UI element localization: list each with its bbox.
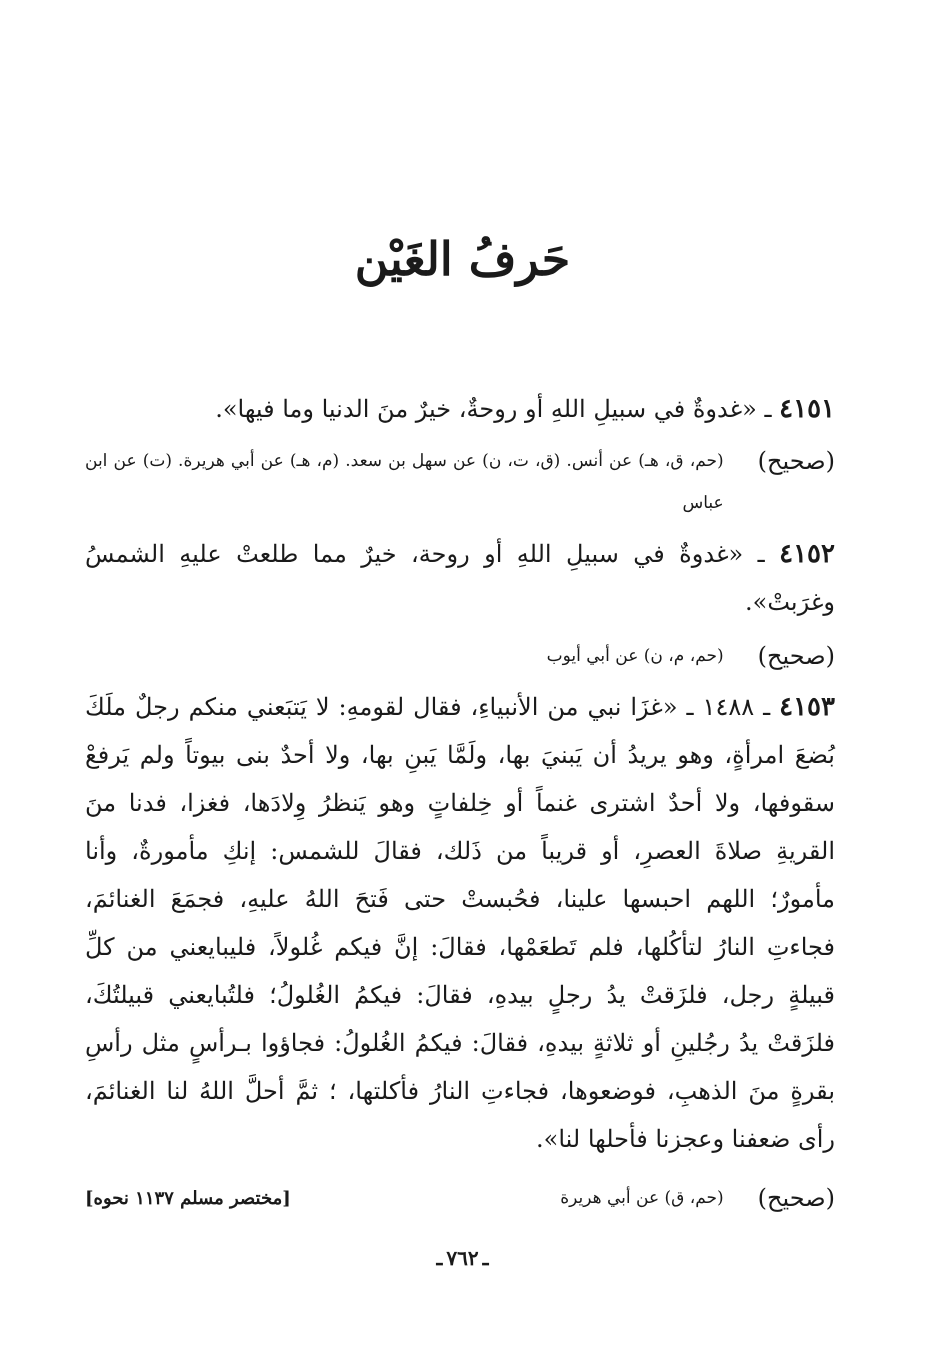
- hadith-separator: ـ: [764, 395, 772, 423]
- grade-label: (صحيح): [757, 447, 835, 475]
- hadith-4152-meta: [85, 636, 835, 676]
- hadith-4153-meta: [85, 1178, 835, 1218]
- hadith-separator: ـ: [757, 540, 765, 568]
- hadith-4152: [85, 530, 835, 626]
- grade-label: (صحيح): [757, 642, 835, 670]
- hadith-number: ٤١٥١: [779, 394, 835, 424]
- hadith-text: «غدوةٌ في سبيلِ اللهِ أو روحة، خيرٌ مما طلعتْ عليهِ الشمسُ وغرَبتْ».: [85, 540, 835, 616]
- page-number-dash: ـ: [482, 1246, 489, 1270]
- reference-note: [مختصر مسلم ١١٣٧ نحوه]: [85, 1187, 291, 1209]
- page-number: [0, 1246, 925, 1270]
- hadith-separator: ـ ١٤٨٨ ـ: [686, 693, 771, 721]
- hadith-4151: [85, 385, 835, 433]
- chapter-title: حَرفُ الغَيْن: [354, 232, 571, 286]
- sources-text: (حم، ق) عن أبي هريرة: [560, 1188, 724, 1208]
- sources-text: (حم، ق، هـ) عن أنس. (ق، ت، ن) عن سهل بن سعد. (م، هـ) عن أبي هريرة. (ت) عن ابن عباس: [85, 451, 724, 513]
- hadith-4151-meta: [85, 440, 835, 524]
- hadith-text: «غدوةٌ في سبيلِ اللهِ أو روحةٌ، خيرٌ منَ الدنيا وما فيها».: [215, 395, 757, 423]
- hadith-number: ٤١٥٢: [779, 539, 835, 569]
- sources-text: (حم، م، ن) عن أبي أيوب: [546, 646, 724, 666]
- hadith-4153: [85, 683, 835, 1163]
- page-number-value: ٧٦٢: [446, 1246, 479, 1270]
- hadith-text: «غزَا نبي من الأنبياءِ، فقال لقومهِ: لا يَتبَعني منكم رجلٌ ملَكَ بُضعَ امرأةٍ، وهو يريدُ أن يَبنيَ بها، ولَمَّا يَبنِ بها، ولا أحدٌ بنى بيوتاً ولم يَرفعْ سقوفها، ولا أحدٌ اشترى غنماً أو خِلفاتٍ وهو يَنظرُ وِلادَها، فغزا، فدنا منَ القريةِ صلاةَ العصرِ، أو قريباً من ذَلك، فقالَ للشمس: إنكِ مأمورةٌ، وأنا مأمورٌ؛ اللهم احبسها علينا، فحُبستْ حتى فَتحَ اللهُ عليهِ، فجمَعَ الغنائمَ، فجاءتِ النارُ لتأكُلها، فلم تَطعَمْها، فقالَ: إنَّ فيكم غُلولاً، فليبايعني من كلِّ قبيلةٍ رجل، فلزَقتْ يدُ رجلٍ بيدهِ، فقالَ: فيكمُ الغُلولُ؛ فلتُبايعني قبيلتُكَ، فلزَقتْ يدُ رجُلينِ أو ثلاثةٍ بيدهِ، فقالَ: فيكمُ الغُلولُ: فجاؤوا بـرأسٍ مثل رأسِ بقرةٍ منَ الذهبِ، فوضعوها، فجاءتِ النارُ فأكلتها، ؛ ثمَّ أحلَّ اللهُ لنا الغنائمَ، رأى ضعفنا وعجزنا فأحلها لنا».: [85, 693, 835, 1153]
- hadith-number: ٤١٥٣: [779, 692, 835, 722]
- page-number-dash: ـ: [436, 1246, 443, 1270]
- grade-label: (صحيح): [757, 1184, 835, 1212]
